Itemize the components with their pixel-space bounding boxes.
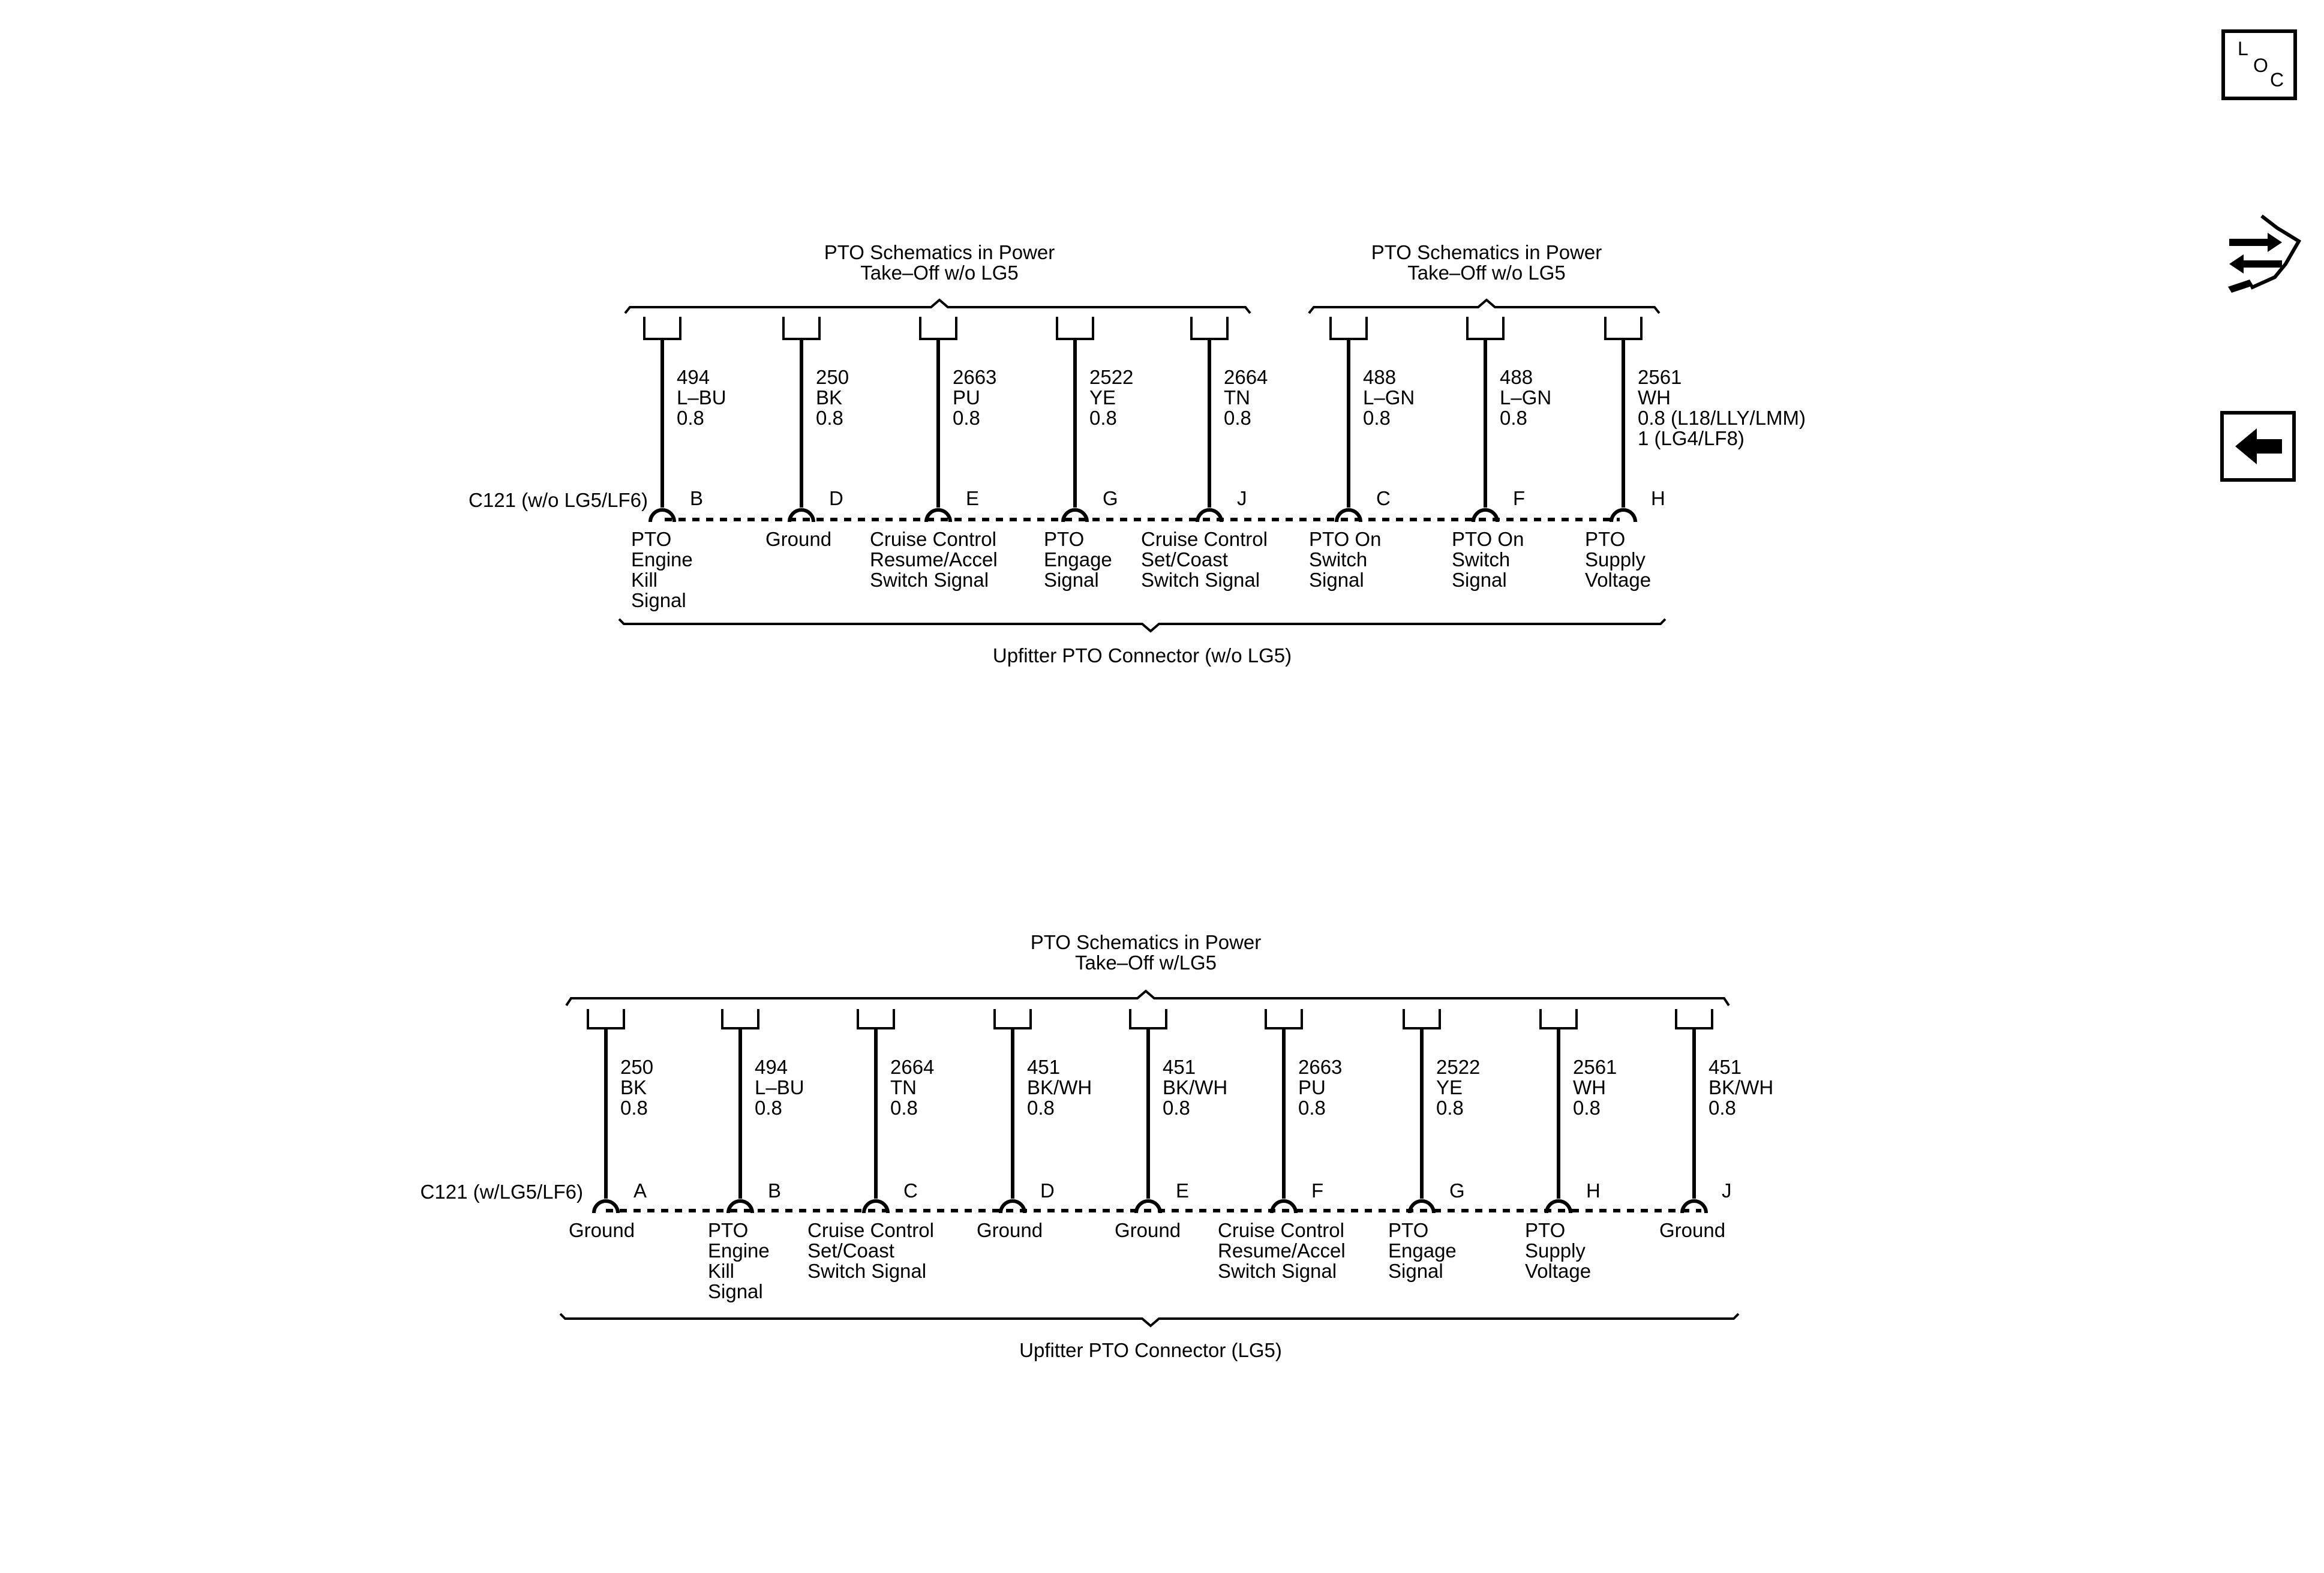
- pin-letter: E: [966, 487, 980, 509]
- bottom-pin-c: [807, 1009, 934, 1282]
- pin-description: Signal: [631, 589, 686, 611]
- wire-gauge: 0.8 (L18/LLY/LMM): [1638, 407, 1806, 429]
- pin-letter: J: [1722, 1179, 1732, 1202]
- pin-letter: D: [829, 487, 843, 509]
- top-harness-right-title-1: PTO Schematics in Power: [1371, 241, 1602, 263]
- pin-description: PTO: [1585, 528, 1626, 550]
- pin-description: Cruise Control: [870, 528, 996, 550]
- pin-description: Kill: [708, 1260, 735, 1282]
- pin-description: Set/Coast: [1141, 548, 1228, 571]
- pin-description: Supply: [1525, 1239, 1586, 1262]
- circuit-number: 2522: [1089, 366, 1134, 388]
- bottom-connector-id: C121 (w/LG5/LF6): [420, 1181, 583, 1203]
- wire-color: YE: [1436, 1076, 1463, 1098]
- pin-description: Signal: [1309, 569, 1364, 591]
- terminal-bracket: [1266, 1009, 1302, 1028]
- top-harness-left-title-2: Take–Off w/o LG5: [860, 262, 1019, 284]
- pin-description: PTO On: [1309, 528, 1382, 550]
- wire-color: L–BU: [755, 1076, 804, 1098]
- pin-description: Switch: [1309, 548, 1368, 571]
- bottom-pin-d: [977, 1009, 1092, 1241]
- pin-description: Engine: [631, 548, 693, 571]
- circuit-number: 2664: [890, 1056, 935, 1078]
- terminal-bracket: [1605, 317, 1641, 339]
- back-arrow-icon: [2220, 410, 2296, 482]
- circuit-number: 2561: [1573, 1056, 1617, 1078]
- terminal-bracket: [783, 317, 819, 339]
- pin-description: Kill: [631, 569, 658, 591]
- wire-color: WH: [1573, 1076, 1606, 1098]
- pin-letter: F: [1311, 1179, 1324, 1202]
- pin-description: Ground: [977, 1219, 1043, 1241]
- pin-letter: H: [1651, 487, 1665, 509]
- terminal-bracket: [1676, 1009, 1712, 1028]
- circuit-number: 2663: [953, 366, 997, 388]
- pin-letter: C: [903, 1179, 918, 1202]
- top-connector-brace: [619, 619, 1665, 631]
- bottom-pin-f: [1218, 1009, 1346, 1282]
- top-connector-id: C121 (w/o LG5/LF6): [469, 489, 648, 511]
- wire-color: BK/WH: [1709, 1076, 1774, 1098]
- terminal-bracket: [1057, 317, 1093, 339]
- wire-color: YE: [1089, 386, 1116, 409]
- top-section: [469, 241, 1806, 667]
- top-pin-c: [1309, 317, 1415, 591]
- terminal-bracket: [588, 1009, 624, 1028]
- pin-letter: B: [768, 1179, 782, 1202]
- bottom-pin-a: [569, 1009, 653, 1241]
- circuit-number: 2664: [1224, 366, 1268, 388]
- terminal-bracket: [722, 1009, 758, 1028]
- circuit-number: 250: [620, 1056, 654, 1078]
- top-pin-d: [765, 317, 849, 550]
- top-harness-left-brace: [625, 300, 1250, 313]
- location-button[interactable]: [2221, 29, 2298, 101]
- terminal-bracket: [1130, 1009, 1166, 1028]
- pin-description: Switch Signal: [1218, 1260, 1337, 1282]
- top-pin-b: [631, 317, 726, 611]
- wire-gauge: 0.8: [953, 407, 980, 429]
- wire-color: BK: [816, 386, 843, 409]
- bottom-pin-b: [708, 1009, 804, 1302]
- pin-letter: G: [1103, 487, 1118, 509]
- circuit-number: 451: [1027, 1056, 1061, 1078]
- pin-letter: A: [633, 1179, 647, 1202]
- pin-description: Voltage: [1525, 1260, 1592, 1282]
- top-harness-left-title-1: PTO Schematics in Power: [824, 241, 1055, 263]
- pin-description: Cruise Control: [807, 1219, 934, 1241]
- pin-letter: F: [1513, 487, 1526, 509]
- terminal-bracket: [858, 1009, 894, 1028]
- pin-description: Supply: [1585, 548, 1646, 571]
- wire-color: BK: [620, 1076, 647, 1098]
- pin-description: Switch Signal: [807, 1260, 927, 1282]
- pin-description: Ground: [1659, 1219, 1726, 1241]
- terminal-bracket: [920, 317, 956, 339]
- bottom-pin-j: [1659, 1009, 1773, 1241]
- pin-description: Signal: [1044, 569, 1099, 591]
- pin-description: PTO: [1388, 1219, 1429, 1241]
- wire-color: BK/WH: [1163, 1076, 1228, 1098]
- terminal-bracket: [995, 1009, 1031, 1028]
- connector-swap-icon: [2220, 211, 2304, 301]
- bottom-pin-h: [1525, 1009, 1617, 1282]
- top-pin-j: [1141, 317, 1268, 591]
- wire-gauge: 0.8: [1573, 1097, 1601, 1119]
- wire-gauge: 0.8: [1298, 1097, 1326, 1119]
- pin-description: Resume/Accel: [870, 548, 998, 571]
- pin-description: Engage: [1044, 548, 1112, 571]
- bottom-harness-title-2: Take–Off w/LG5: [1074, 951, 1217, 974]
- wire-gauge: 0.8: [816, 407, 843, 429]
- bottom-connector-name: Upfitter PTO Connector (LG5): [1019, 1339, 1282, 1361]
- pin-description: Signal: [1452, 569, 1507, 591]
- wire-gauge: 0.8: [677, 407, 704, 429]
- pin-letter: B: [690, 487, 704, 509]
- top-pin-e: [870, 317, 998, 591]
- pin-description: Switch Signal: [870, 569, 989, 591]
- circuit-number: 2522: [1436, 1056, 1481, 1078]
- pin-description: PTO: [1525, 1219, 1566, 1241]
- wire-color: L–GN: [1500, 386, 1552, 409]
- pin-description: PTO: [1044, 528, 1085, 550]
- pin-description: Signal: [708, 1280, 763, 1302]
- wire-color: L–GN: [1363, 386, 1415, 409]
- wire-gauge: 0.8: [755, 1097, 782, 1119]
- pin-description: Switch Signal: [1141, 569, 1260, 591]
- pin-letter: C: [1376, 487, 1391, 509]
- wire-gauge-alt: 1 (LG4/LF8): [1638, 427, 1744, 449]
- wire-color: WH: [1638, 386, 1671, 409]
- circuit-number: 494: [677, 366, 710, 388]
- terminal-bracket: [1404, 1009, 1440, 1028]
- terminal-bracket: [1541, 1009, 1577, 1028]
- wire-gauge: 0.8: [1436, 1097, 1464, 1119]
- terminal-bracket: [1331, 317, 1367, 339]
- loc-letter-l: L: [2238, 38, 2248, 59]
- wire-color: PU: [1298, 1076, 1326, 1098]
- pin-description: PTO: [708, 1219, 749, 1241]
- loc-letter-o: O: [2253, 55, 2268, 76]
- wire-gauge: 0.8: [1224, 407, 1251, 429]
- bottom-harness-title-1: PTO Schematics in Power: [1030, 931, 1262, 953]
- pin-description: Signal: [1388, 1260, 1443, 1282]
- wire-gauge: 0.8: [1027, 1097, 1055, 1119]
- pin-letter: H: [1586, 1179, 1601, 1202]
- wire-gauge: 0.8: [1163, 1097, 1190, 1119]
- pin-description: Switch: [1452, 548, 1511, 571]
- top-harness-right-brace: [1309, 300, 1659, 313]
- terminal-bracket: [644, 317, 680, 339]
- bottom-harness-brace: [566, 991, 1729, 1005]
- wire-color: BK/WH: [1027, 1076, 1092, 1098]
- wire-color: L–BU: [677, 386, 726, 409]
- wire-gauge: 0.8: [890, 1097, 918, 1119]
- wire-gauge: 0.8: [1709, 1097, 1736, 1119]
- bottom-pin-g: [1388, 1009, 1480, 1282]
- pin-description: PTO On: [1452, 528, 1524, 550]
- bottom-section: [421, 931, 1774, 1361]
- pin-description: Ground: [765, 528, 832, 550]
- pin-letter: E: [1176, 1179, 1190, 1202]
- top-pin-h: [1585, 317, 1806, 591]
- wire-gauge: 0.8: [1500, 407, 1527, 429]
- pin-description: PTO: [631, 528, 672, 550]
- location-icon: [2221, 29, 2298, 101]
- pin-letter: D: [1040, 1179, 1055, 1202]
- wire-gauge: 0.8: [620, 1097, 648, 1119]
- top-pin-g: [1044, 317, 1133, 591]
- circuit-number: 451: [1163, 1056, 1196, 1078]
- circuit-number: 2663: [1298, 1056, 1343, 1078]
- circuit-number: 488: [1500, 366, 1533, 388]
- connector-swap-button[interactable]: [2220, 211, 2304, 301]
- pin-description: Resume/Accel: [1218, 1239, 1346, 1262]
- circuit-number: 488: [1363, 366, 1397, 388]
- pin-description: Cruise Control: [1218, 1219, 1344, 1241]
- pin-description: Set/Coast: [807, 1239, 894, 1262]
- circuit-number: 250: [816, 366, 849, 388]
- wire-color: PU: [953, 386, 980, 409]
- back-button[interactable]: [2220, 410, 2296, 482]
- pin-letter: J: [1237, 487, 1247, 509]
- pin-description: Engine: [708, 1239, 770, 1262]
- wire-gauge: 0.8: [1363, 407, 1391, 429]
- circuit-number: 494: [755, 1056, 788, 1078]
- top-connector-name: Upfitter PTO Connector (w/o LG5): [992, 644, 1292, 667]
- wire-color: TN: [890, 1076, 917, 1098]
- pin-description: Ground: [1115, 1219, 1181, 1241]
- terminal-bracket: [1467, 317, 1503, 339]
- pin-description: Engage: [1388, 1239, 1457, 1262]
- circuit-number: 451: [1709, 1056, 1742, 1078]
- pin-description: Cruise Control: [1141, 528, 1268, 550]
- top-harness-right-title-2: Take–Off w/o LG5: [1407, 262, 1566, 284]
- pin-description: Voltage: [1585, 569, 1652, 591]
- terminal-bracket: [1191, 317, 1227, 339]
- loc-letter-c: C: [2270, 69, 2284, 91]
- wire-color: TN: [1224, 386, 1250, 409]
- pin-description: Ground: [569, 1219, 635, 1241]
- pin-cavity: [1611, 510, 1635, 522]
- bottom-pin-e: [1115, 1009, 1227, 1241]
- top-pin-f: [1452, 317, 1551, 591]
- bottom-connector-brace: [560, 1314, 1739, 1326]
- circuit-number: 2561: [1638, 366, 1682, 388]
- pin-letter: G: [1449, 1179, 1465, 1202]
- wire-gauge: 0.8: [1089, 407, 1117, 429]
